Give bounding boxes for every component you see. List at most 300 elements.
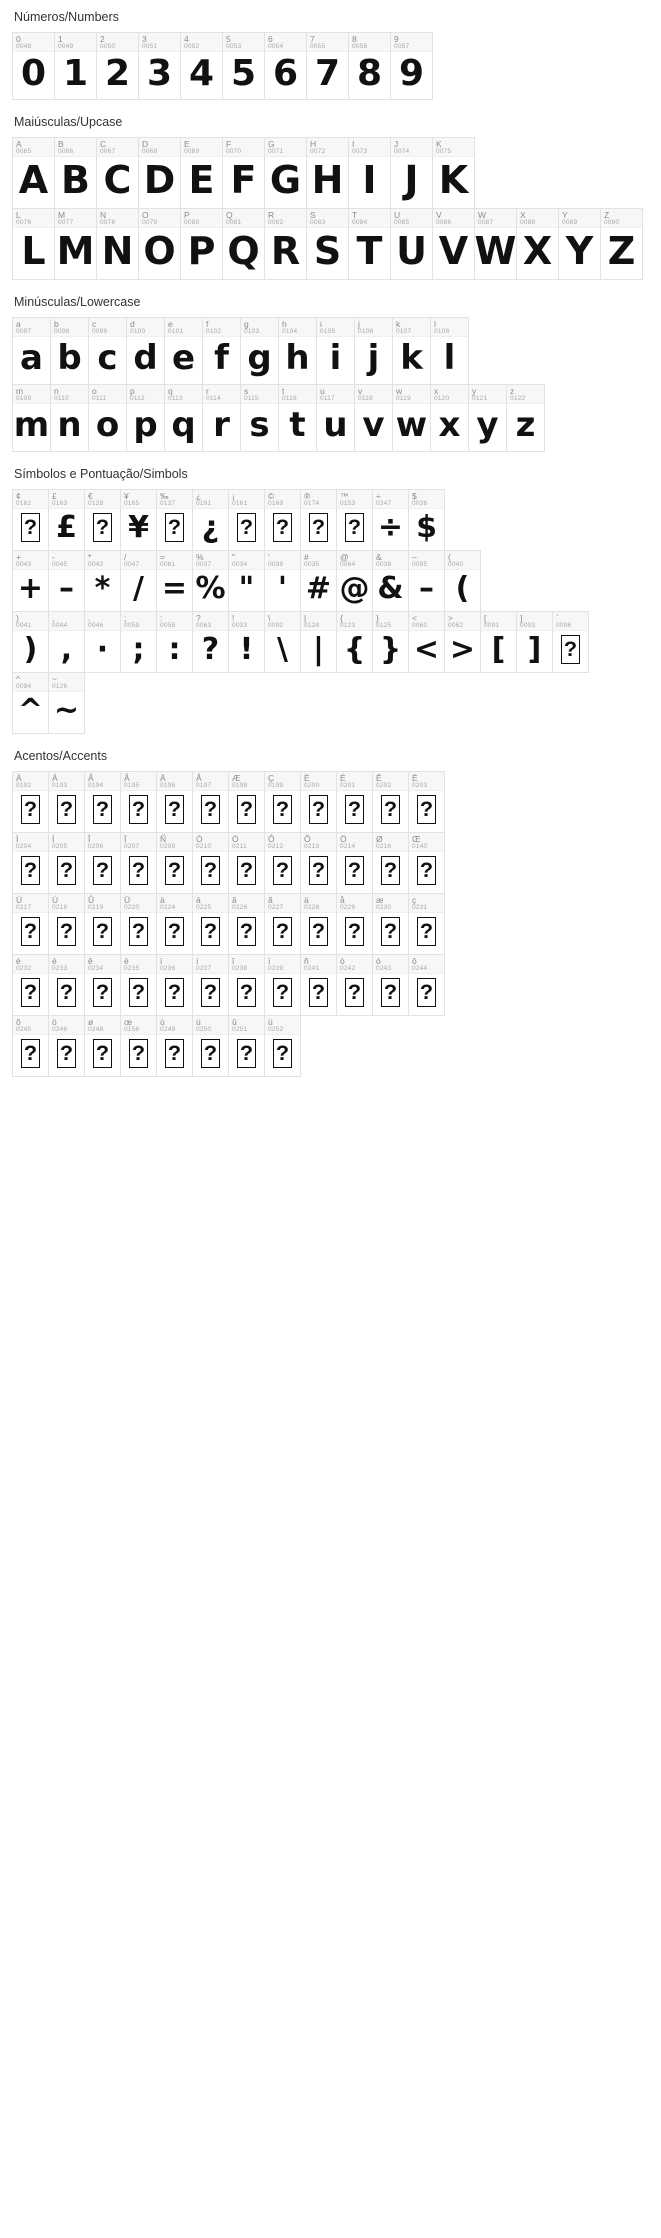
glyph-meta: [49, 833, 84, 852]
glyph-char-label: e: [168, 319, 173, 329]
glyph-cell[interactable]: [192, 771, 229, 833]
glyph-cell[interactable]: [138, 137, 181, 209]
glyph-cell[interactable]: [48, 1015, 85, 1077]
glyph-cell[interactable]: [156, 832, 193, 894]
tofu-box-icon: [273, 917, 292, 946]
glyph-cell[interactable]: [228, 611, 265, 673]
glyph-code-label: 0110: [54, 394, 69, 402]
glyph-cell[interactable]: [96, 208, 139, 280]
glyph-cell[interactable]: [12, 954, 49, 1016]
glyph-render: G: [269, 158, 302, 203]
glyph-char-label: n: [54, 386, 59, 396]
glyph-cell[interactable]: [408, 611, 445, 673]
glyph-char-label: å: [340, 895, 345, 905]
glyph-cell[interactable]: [48, 954, 85, 1016]
glyph-cell[interactable]: [84, 1015, 121, 1077]
glyph-cell[interactable]: [240, 317, 279, 385]
glyph-cell[interactable]: [120, 550, 157, 612]
glyph-meta: [157, 894, 192, 913]
glyph-code-label: 0203: [412, 781, 428, 789]
glyph-meta: [193, 772, 228, 791]
glyph-cell[interactable]: [164, 384, 203, 452]
glyph-code-label: 0199: [268, 781, 284, 789]
glyph-render: @: [339, 570, 370, 606]
glyph-cell[interactable]: [468, 384, 507, 452]
glyph-cell[interactable]: [156, 954, 193, 1016]
glyph-cell[interactable]: [50, 384, 89, 452]
glyph-cell[interactable]: [138, 208, 181, 280]
glyph-cell[interactable]: [120, 611, 157, 673]
glyph-meta: [13, 833, 48, 852]
glyph-cell[interactable]: [228, 771, 265, 833]
glyph-meta: [55, 33, 96, 52]
glyph-render: ): [23, 631, 38, 667]
tofu-box-icon: [57, 1039, 76, 1068]
glyph-cell[interactable]: [228, 893, 265, 955]
glyph-meta: [445, 612, 480, 631]
glyph-cell[interactable]: [156, 489, 193, 551]
glyph-code-label: 0043: [16, 560, 32, 568]
glyph-meta: [373, 955, 408, 974]
glyph-cell[interactable]: [336, 832, 373, 894]
glyph-cell[interactable]: [600, 208, 643, 280]
glyph-char-label: Ñ: [160, 834, 167, 844]
glyph-cell[interactable]: [336, 893, 373, 955]
glyph-cell[interactable]: [264, 1015, 301, 1077]
glyph-cell[interactable]: [126, 317, 165, 385]
glyph-meta: [317, 385, 354, 404]
glyph-cell[interactable]: [120, 771, 157, 833]
glyph-cell[interactable]: [138, 32, 181, 100]
glyph-row: [12, 317, 468, 384]
glyph-cell[interactable]: [12, 550, 49, 612]
glyph-section: [12, 105, 649, 279]
glyph-render: z: [515, 405, 536, 446]
glyph-meta: [229, 833, 264, 852]
glyph-cell[interactable]: [222, 32, 265, 100]
glyph-cell[interactable]: [48, 832, 85, 894]
glyph-render: q: [171, 405, 196, 446]
glyph-char-label: Ù: [16, 895, 23, 905]
glyph-cell[interactable]: [12, 317, 51, 385]
glyph-cell[interactable]: [12, 893, 49, 955]
glyph-cell[interactable]: [300, 954, 337, 1016]
tofu-box-icon: [93, 1039, 112, 1068]
glyph-code-label: 0125: [376, 621, 392, 629]
glyph-cell[interactable]: [264, 771, 301, 833]
glyph-cell[interactable]: [48, 771, 85, 833]
glyph-cell[interactable]: [12, 32, 55, 100]
glyph-cell[interactable]: [192, 954, 229, 1016]
glyph-cell[interactable]: [408, 771, 445, 833]
glyph-cell[interactable]: [192, 832, 229, 894]
glyph-char-label: q: [168, 386, 173, 396]
glyph-cell[interactable]: [506, 384, 545, 452]
glyph-cell[interactable]: [408, 954, 445, 1016]
missing-glyph-icon: [13, 974, 48, 1015]
glyph-meta: [127, 385, 164, 404]
glyph-cell[interactable]: [392, 317, 431, 385]
tofu-box-icon: [417, 917, 436, 946]
tofu-box-icon: [561, 635, 580, 664]
glyph-cell[interactable]: [372, 611, 409, 673]
glyph-cell[interactable]: [372, 954, 409, 1016]
glyph-cell[interactable]: [432, 137, 475, 209]
glyph-meta: [265, 138, 306, 157]
glyph-cell[interactable]: [156, 771, 193, 833]
missing-glyph-icon: [301, 852, 336, 893]
glyph-cell[interactable]: [316, 317, 355, 385]
glyph-code-label: 0224: [160, 903, 176, 911]
glyph-code-label: 0121: [472, 394, 488, 402]
glyph-cell[interactable]: [316, 384, 355, 452]
glyph-cell[interactable]: [336, 954, 373, 1016]
glyph-cell[interactable]: [552, 611, 589, 673]
glyph-cell[interactable]: [12, 611, 49, 673]
glyph-meta: [89, 318, 126, 337]
glyph-cell[interactable]: [408, 893, 445, 955]
glyph-code-label: 0217: [16, 903, 32, 911]
glyph-char-label: Ë: [412, 773, 418, 783]
glyph-code-label: 0057: [394, 42, 410, 50]
glyph-cell[interactable]: [84, 489, 121, 551]
glyph-meta: [13, 1016, 48, 1035]
glyph-cell[interactable]: [228, 954, 265, 1016]
glyph-char-label: K: [436, 139, 442, 149]
glyph-cell[interactable]: [306, 208, 349, 280]
glyph-meta: [229, 612, 264, 631]
glyph-render: C: [103, 158, 132, 203]
glyph-char-label: Ï: [124, 834, 127, 844]
glyph-cell[interactable]: [408, 832, 445, 894]
glyph-row: [430, 384, 544, 451]
glyph-cell[interactable]: [120, 893, 157, 955]
glyph-render: ;: [132, 631, 145, 667]
glyph-cell[interactable]: [336, 489, 373, 551]
glyph-cell[interactable]: [156, 550, 193, 612]
glyph-cell[interactable]: [372, 550, 409, 612]
missing-glyph-icon: [265, 913, 300, 954]
glyph-cell[interactable]: [516, 208, 559, 280]
glyph-meta: [337, 612, 372, 631]
glyph-code-label: 0140: [412, 842, 428, 850]
glyph-char-label: ‰: [160, 491, 169, 501]
glyph-cell[interactable]: [348, 32, 391, 100]
glyph-cell[interactable]: [430, 384, 469, 452]
glyph-cell[interactable]: [228, 1015, 265, 1077]
glyph-cell[interactable]: [120, 954, 157, 1016]
glyph-code-label: 0040: [448, 560, 464, 568]
glyph-cell[interactable]: [354, 384, 393, 452]
glyph-code-label: 0101: [168, 327, 184, 335]
glyph-cell[interactable]: [54, 208, 97, 280]
tofu-box-icon: [93, 917, 112, 946]
glyph-cell[interactable]: [12, 1015, 49, 1077]
glyph-cell[interactable]: [264, 611, 301, 673]
glyph-row: [12, 954, 444, 1015]
glyph-cell[interactable]: [120, 832, 157, 894]
glyph-cell[interactable]: [430, 317, 469, 385]
glyph-code-label: 0201: [340, 781, 356, 789]
glyph-cell[interactable]: [264, 489, 301, 551]
glyph-render: O: [143, 229, 176, 274]
glyph-cell[interactable]: [88, 317, 127, 385]
glyph-cell[interactable]: [354, 317, 393, 385]
glyph-render: ~: [53, 692, 80, 728]
glyph-code-label: 0050: [100, 42, 116, 50]
glyph-cell[interactable]: [126, 384, 165, 452]
glyph-cell[interactable]: [300, 771, 337, 833]
glyph-cell[interactable]: [84, 550, 121, 612]
glyph-cell[interactable]: [264, 32, 307, 100]
glyph-meta: [121, 772, 156, 791]
glyph-meta: [391, 209, 432, 228]
glyph-meta: [265, 772, 300, 791]
glyph-meta: [481, 612, 516, 631]
glyph-cell[interactable]: [48, 893, 85, 955]
glyph-meta: [165, 318, 202, 337]
glyph-char-label: Â: [88, 773, 94, 783]
glyph-cell[interactable]: [48, 489, 85, 551]
glyph-render: F: [230, 158, 257, 203]
glyph-code-label: 0119: [396, 394, 411, 402]
glyph-code-label: 0047: [124, 560, 140, 568]
glyph-code-label: 0124: [304, 621, 320, 629]
glyph-cell[interactable]: [48, 611, 85, 673]
glyph-cell[interactable]: [84, 771, 121, 833]
glyph-cell[interactable]: [348, 137, 391, 209]
glyph-char-label: \: [268, 613, 271, 623]
glyph-cell[interactable]: [300, 893, 337, 955]
glyph-cell[interactable]: [444, 611, 481, 673]
glyph-cell[interactable]: [390, 32, 433, 100]
missing-glyph-icon: [265, 509, 300, 550]
tofu-box-icon: [129, 978, 148, 1007]
glyph-cell[interactable]: [336, 771, 373, 833]
glyph-char-label: &: [376, 552, 382, 562]
glyph-cell[interactable]: [264, 893, 301, 955]
glyph-cell[interactable]: [96, 137, 139, 209]
glyph-render: L: [21, 229, 46, 274]
glyph-render: *: [94, 570, 111, 606]
glyph-cell[interactable]: [12, 771, 49, 833]
glyph-cell[interactable]: [222, 208, 265, 280]
glyph-char-label: Ò: [196, 834, 203, 844]
glyph-cell[interactable]: [192, 611, 229, 673]
glyph-cell[interactable]: [202, 384, 241, 452]
glyph-cell[interactable]: [444, 550, 481, 612]
glyph-cell[interactable]: [222, 137, 265, 209]
tofu-box-icon: [273, 856, 292, 885]
glyph-cell[interactable]: [432, 208, 475, 280]
glyph-meta: [51, 318, 88, 337]
glyph-char-label: p: [130, 386, 135, 396]
glyph-code-label: 0069: [184, 147, 200, 155]
glyph-cell[interactable]: [54, 32, 97, 100]
glyph-cell[interactable]: [192, 893, 229, 955]
glyph-code-label: 0137: [160, 499, 176, 507]
glyph-cell[interactable]: [372, 832, 409, 894]
glyph-cell[interactable]: [516, 611, 553, 673]
glyph-cell[interactable]: [12, 384, 51, 452]
glyph-cell[interactable]: [300, 550, 337, 612]
glyph-char-label: .: [88, 613, 91, 623]
tofu-box-icon: [57, 978, 76, 1007]
glyph-render: :: [168, 631, 181, 667]
glyph-code-label: 0245: [16, 1025, 32, 1033]
glyph-meta: [301, 551, 336, 570]
glyph-code-label: 0128: [88, 499, 104, 507]
glyph-code-label: 0220: [124, 903, 140, 911]
glyph-cell[interactable]: [474, 208, 517, 280]
glyph-char-label: À: [16, 773, 22, 783]
missing-glyph-icon: [229, 509, 264, 550]
glyph-cell[interactable]: [228, 489, 265, 551]
glyph-render: e: [171, 338, 196, 379]
glyph-cell[interactable]: [240, 384, 279, 452]
glyph-cell[interactable]: [558, 208, 601, 280]
glyph-cell[interactable]: [264, 208, 307, 280]
glyph-cell[interactable]: [306, 137, 349, 209]
missing-glyph-icon: [13, 852, 48, 893]
section-title: Símbolos e Pontuação/Simbols: [14, 467, 188, 481]
glyph-cell[interactable]: [12, 137, 55, 209]
glyph-cell[interactable]: [120, 1015, 157, 1077]
missing-glyph-icon: [409, 913, 444, 954]
glyph-cell[interactable]: [50, 317, 89, 385]
glyph-cell[interactable]: [392, 384, 431, 452]
glyph-code-label: 0037: [196, 560, 212, 568]
glyph-cell[interactable]: [192, 1015, 229, 1077]
glyph-cell[interactable]: [12, 672, 49, 734]
glyph-cell[interactable]: [180, 208, 223, 280]
glyph-meta: [229, 490, 264, 509]
glyph-render: u: [323, 405, 348, 446]
glyph-cell[interactable]: [88, 384, 127, 452]
glyph-cell[interactable]: [390, 137, 433, 209]
glyph-render: H: [311, 158, 344, 203]
glyph-cell[interactable]: [408, 489, 445, 551]
glyph-cell[interactable]: [180, 137, 223, 209]
glyph-meta: [13, 209, 54, 228]
glyph-cell[interactable]: [264, 954, 301, 1016]
glyph-meta: [373, 612, 408, 631]
glyph-code-label: 0120: [434, 394, 450, 402]
glyph-cell[interactable]: [264, 832, 301, 894]
glyph-meta: [49, 955, 84, 974]
glyph-cell[interactable]: [156, 893, 193, 955]
glyph-meta: [85, 1016, 120, 1035]
glyph-cell[interactable]: [202, 317, 241, 385]
glyph-cell[interactable]: [192, 489, 229, 551]
glyph-cell[interactable]: [228, 832, 265, 894]
glyph-render: E: [188, 158, 215, 203]
glyph-render: D: [143, 158, 176, 203]
glyph-cell[interactable]: [264, 550, 301, 612]
glyph-char-label: t: [282, 386, 285, 396]
glyph-code-label: 0034: [232, 560, 248, 568]
missing-glyph-icon: [337, 974, 372, 1015]
glyph-meta: [193, 490, 228, 509]
glyph-cell[interactable]: [278, 317, 317, 385]
glyph-code-label: 0248: [88, 1025, 104, 1033]
glyph-cell[interactable]: [372, 771, 409, 833]
glyph-cell[interactable]: [180, 32, 223, 100]
glyph-cell[interactable]: [156, 611, 193, 673]
glyph-cell[interactable]: [96, 32, 139, 100]
glyph-cell[interactable]: [278, 384, 317, 452]
section-title: Maiúsculas/Upcase: [14, 115, 123, 129]
glyph-section: [12, 457, 649, 733]
missing-glyph-icon: [409, 852, 444, 893]
missing-glyph-icon: [85, 509, 120, 550]
glyph-char-label: k: [396, 319, 401, 329]
tofu-box-icon: [381, 795, 400, 824]
glyph-cell[interactable]: [12, 208, 55, 280]
glyph-code-label: 0198: [232, 781, 248, 789]
glyph-cell[interactable]: [300, 489, 337, 551]
glyph-char-label: x: [434, 386, 439, 396]
glyph-cell[interactable]: [348, 208, 391, 280]
glyph-cell[interactable]: [306, 32, 349, 100]
glyph-cell[interactable]: [336, 611, 373, 673]
glyph-char-label: ': [268, 552, 270, 562]
missing-glyph-icon: [49, 974, 84, 1015]
glyph-cell[interactable]: [84, 611, 121, 673]
glyph-cell[interactable]: [48, 550, 85, 612]
glyph-cell[interactable]: [84, 832, 121, 894]
glyph-cell[interactable]: [264, 137, 307, 209]
glyph-cell[interactable]: [336, 550, 373, 612]
glyph-cell[interactable]: [372, 489, 409, 551]
glyph-cell[interactable]: [48, 672, 85, 734]
glyph-cell[interactable]: [84, 893, 121, 955]
glyph-cell[interactable]: [300, 832, 337, 894]
tofu-box-icon: [309, 856, 328, 885]
missing-glyph-icon: [229, 852, 264, 893]
glyph-cell[interactable]: [12, 832, 49, 894]
glyph-meta: [223, 209, 264, 228]
glyph-meta: [409, 894, 444, 913]
glyph-code-label: 0096: [556, 621, 572, 629]
glyph-cell[interactable]: [12, 489, 49, 551]
glyph-cell[interactable]: [300, 611, 337, 673]
missing-glyph-icon: [373, 791, 408, 832]
glyph-char-label: Ä: [160, 773, 166, 783]
glyph-cell[interactable]: [54, 137, 97, 209]
glyph-char-label: f: [206, 319, 209, 329]
glyph-code-label: 0249: [160, 1025, 176, 1033]
glyph-meta: [157, 1016, 192, 1035]
glyph-cell[interactable]: [390, 208, 433, 280]
glyph-cell[interactable]: [120, 489, 157, 551]
glyph-cell[interactable]: [192, 550, 229, 612]
glyph-code-label: 0082: [268, 218, 284, 226]
glyph-cell[interactable]: [228, 550, 265, 612]
glyph-cell[interactable]: [164, 317, 203, 385]
glyph-char-label: @: [340, 552, 349, 562]
glyph-render: t: [289, 405, 306, 446]
glyph-char-label: ö: [52, 1017, 57, 1027]
glyph-meta: [265, 490, 300, 509]
glyph-code-label: 0065: [16, 147, 32, 155]
glyph-cell[interactable]: [372, 893, 409, 955]
glyph-cell[interactable]: [408, 550, 445, 612]
tofu-box-icon: [237, 856, 256, 885]
glyph-cell[interactable]: [156, 1015, 193, 1077]
glyph-cell[interactable]: [480, 611, 517, 673]
glyph-cell[interactable]: [84, 954, 121, 1016]
